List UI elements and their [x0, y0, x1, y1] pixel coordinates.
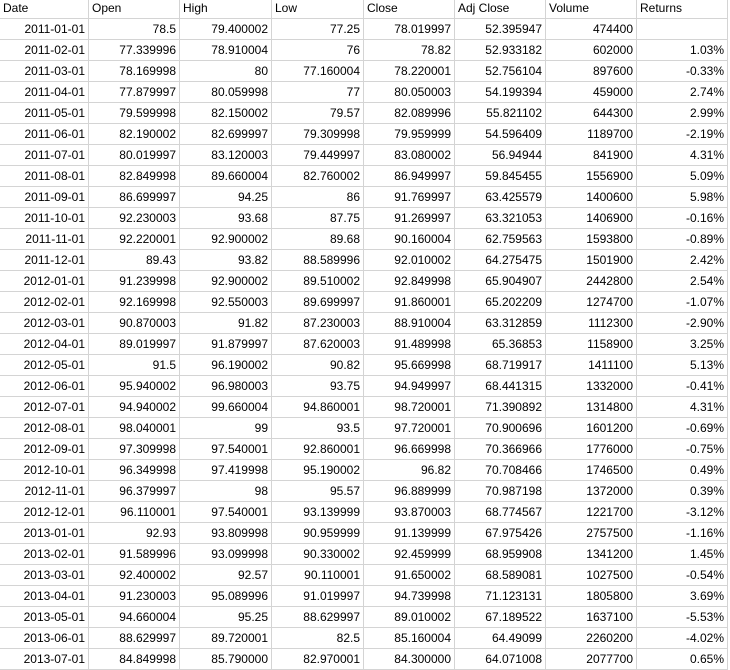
- cell-returns[interactable]: 0.65%: [637, 649, 728, 670]
- cell-volume[interactable]: 1341200: [546, 544, 637, 565]
- cell-open[interactable]: 89.019997: [89, 334, 180, 355]
- column-header-close[interactable]: Close: [364, 0, 455, 19]
- table-row: [0, 292, 730, 313]
- cell-close[interactable]: 96.669998: [364, 439, 455, 460]
- cell-open[interactable]: 82.190002: [89, 124, 180, 145]
- column-header-open[interactable]: Open: [89, 0, 180, 19]
- cell-low[interactable]: 82.760002: [272, 166, 364, 187]
- cell-high[interactable]: 96.980003: [180, 376, 272, 397]
- cell-open[interactable]: 92.93: [89, 523, 180, 544]
- cell-adj-close[interactable]: 70.708466: [455, 460, 546, 481]
- table-row: [0, 271, 730, 292]
- cell-open[interactable]: 94.940002: [89, 397, 180, 418]
- table-row: [0, 439, 730, 460]
- cell-adj-close[interactable]: 64.49099: [455, 628, 546, 649]
- cell-date[interactable]: 2012-06-01: [0, 376, 89, 397]
- cell-volume[interactable]: 841900: [546, 145, 637, 166]
- cell-returns[interactable]: -2.90%: [637, 313, 728, 334]
- cell-low[interactable]: 95.57: [272, 481, 364, 502]
- cell-close[interactable]: 86.949997: [364, 166, 455, 187]
- cell-returns[interactable]: -1.16%: [637, 523, 728, 544]
- cell-returns[interactable]: -5.53%: [637, 607, 728, 628]
- cell-returns[interactable]: -0.16%: [637, 208, 728, 229]
- cell-volume[interactable]: 459000: [546, 82, 637, 103]
- table-row: [0, 229, 730, 250]
- cell-high[interactable]: 78.910004: [180, 40, 272, 61]
- cell-high[interactable]: 82.150002: [180, 103, 272, 124]
- cell-high[interactable]: 89.720001: [180, 628, 272, 649]
- cell-open[interactable]: 92.400002: [89, 565, 180, 586]
- cell-low[interactable]: 90.82: [272, 355, 364, 376]
- cell-adj-close[interactable]: 63.425579: [455, 187, 546, 208]
- table-row: [0, 145, 730, 166]
- cell-low[interactable]: 90.110001: [272, 565, 364, 586]
- cell-date[interactable]: 2012-04-01: [0, 334, 89, 355]
- cell-adj-close[interactable]: 70.987198: [455, 481, 546, 502]
- table-row: [0, 565, 730, 586]
- cell-date[interactable]: 2012-01-01: [0, 271, 89, 292]
- cell-date[interactable]: 2013-03-01: [0, 565, 89, 586]
- cell-date[interactable]: 2013-04-01: [0, 586, 89, 607]
- cell-open[interactable]: 88.629997: [89, 628, 180, 649]
- cell-volume[interactable]: 1637100: [546, 607, 637, 628]
- cell-open[interactable]: 77.339996: [89, 40, 180, 61]
- cell-low[interactable]: 89.68: [272, 229, 364, 250]
- cell-high[interactable]: 85.790000: [180, 649, 272, 670]
- cell-close[interactable]: 78.019997: [364, 19, 455, 40]
- column-header-high[interactable]: High: [180, 0, 272, 19]
- cell-close[interactable]: 83.080002: [364, 145, 455, 166]
- cell-adj-close[interactable]: 70.366966: [455, 439, 546, 460]
- cell-close[interactable]: 92.010002: [364, 250, 455, 271]
- cell-open[interactable]: 92.169998: [89, 292, 180, 313]
- cell-returns[interactable]: 2.99%: [637, 103, 728, 124]
- cell-returns[interactable]: -0.41%: [637, 376, 728, 397]
- cell-low[interactable]: 82.970001: [272, 649, 364, 670]
- cell-close[interactable]: 96.889999: [364, 481, 455, 502]
- cell-volume[interactable]: 2077700: [546, 649, 637, 670]
- cell-close[interactable]: 82.089996: [364, 103, 455, 124]
- cell-volume[interactable]: 474400: [546, 19, 637, 40]
- cell-close[interactable]: 94.739998: [364, 586, 455, 607]
- cell-returns[interactable]: 4.31%: [637, 397, 728, 418]
- cell-high[interactable]: 93.68: [180, 208, 272, 229]
- cell-low[interactable]: 94.860001: [272, 397, 364, 418]
- cell-returns[interactable]: 4.31%: [637, 145, 728, 166]
- cell-volume[interactable]: 1601200: [546, 418, 637, 439]
- table-row: [0, 649, 730, 670]
- table-row: [0, 19, 730, 40]
- cell-low[interactable]: 79.57: [272, 103, 364, 124]
- cell-open[interactable]: 89.43: [89, 250, 180, 271]
- cell-low[interactable]: 93.139999: [272, 502, 364, 523]
- cell-low[interactable]: 89.510002: [272, 271, 364, 292]
- cell-returns[interactable]: 3.25%: [637, 334, 728, 355]
- cell-date[interactable]: 2012-03-01: [0, 313, 89, 334]
- cell-close[interactable]: 98.720001: [364, 397, 455, 418]
- cell-close[interactable]: 96.82: [364, 460, 455, 481]
- cell-date[interactable]: 2013-05-01: [0, 607, 89, 628]
- table-row: [0, 40, 730, 61]
- cell-volume[interactable]: 1027500: [546, 565, 637, 586]
- cell-high[interactable]: 95.089996: [180, 586, 272, 607]
- cell-adj-close[interactable]: 68.441315: [455, 376, 546, 397]
- cell-date[interactable]: 2012-12-01: [0, 502, 89, 523]
- cell-date[interactable]: 2011-03-01: [0, 61, 89, 82]
- cell-close[interactable]: 91.860001: [364, 292, 455, 313]
- cell-open[interactable]: 91.239998: [89, 271, 180, 292]
- cell-open[interactable]: 82.849998: [89, 166, 180, 187]
- cell-volume[interactable]: 1400600: [546, 187, 637, 208]
- cell-high[interactable]: 89.660004: [180, 166, 272, 187]
- cell-close[interactable]: 89.010002: [364, 607, 455, 628]
- cell-volume[interactable]: 1332000: [546, 376, 637, 397]
- table-row: [0, 313, 730, 334]
- table-row: [0, 397, 730, 418]
- table-row: [0, 82, 730, 103]
- cell-date[interactable]: 2011-02-01: [0, 40, 89, 61]
- cell-open[interactable]: 96.379997: [89, 481, 180, 502]
- cell-volume[interactable]: 2757500: [546, 523, 637, 544]
- cell-high[interactable]: 80: [180, 61, 272, 82]
- cell-adj-close[interactable]: 63.321053: [455, 208, 546, 229]
- cell-adj-close[interactable]: 68.959908: [455, 544, 546, 565]
- cell-high[interactable]: 95.25: [180, 607, 272, 628]
- cell-returns[interactable]: -0.69%: [637, 418, 728, 439]
- table-row: [0, 208, 730, 229]
- cell-open[interactable]: 97.309998: [89, 439, 180, 460]
- cell-returns[interactable]: 5.13%: [637, 355, 728, 376]
- cell-low[interactable]: 79.309998: [272, 124, 364, 145]
- table-row: [0, 481, 730, 502]
- cell-adj-close[interactable]: 56.94944: [455, 145, 546, 166]
- cell-adj-close[interactable]: 65.904907: [455, 271, 546, 292]
- cell-volume[interactable]: 1158900: [546, 334, 637, 355]
- table-row: [0, 376, 730, 397]
- cell-low[interactable]: 86: [272, 187, 364, 208]
- cell-close[interactable]: 78.220001: [364, 61, 455, 82]
- cell-open[interactable]: 86.699997: [89, 187, 180, 208]
- cell-adj-close[interactable]: 67.189522: [455, 607, 546, 628]
- cell-high[interactable]: 79.400002: [180, 19, 272, 40]
- cell-low[interactable]: 89.699997: [272, 292, 364, 313]
- cell-date[interactable]: 2011-05-01: [0, 103, 89, 124]
- cell-high[interactable]: 92.550003: [180, 292, 272, 313]
- table-row: [0, 418, 730, 439]
- cell-high[interactable]: 97.419998: [180, 460, 272, 481]
- cell-low[interactable]: 87.620003: [272, 334, 364, 355]
- cell-open[interactable]: 91.230003: [89, 586, 180, 607]
- cell-volume[interactable]: 1274700: [546, 292, 637, 313]
- cell-open[interactable]: 96.349998: [89, 460, 180, 481]
- cell-volume[interactable]: 897600: [546, 61, 637, 82]
- cell-volume[interactable]: 1406900: [546, 208, 637, 229]
- cell-close[interactable]: 91.489998: [364, 334, 455, 355]
- cell-close[interactable]: 85.160004: [364, 628, 455, 649]
- cell-volume[interactable]: 1112300: [546, 313, 637, 334]
- table-row: [0, 523, 730, 544]
- cell-close[interactable]: 80.050003: [364, 82, 455, 103]
- cell-adj-close[interactable]: 68.719917: [455, 355, 546, 376]
- cell-low[interactable]: 90.959999: [272, 523, 364, 544]
- cell-volume[interactable]: 1189700: [546, 124, 637, 145]
- cell-volume[interactable]: 1746500: [546, 460, 637, 481]
- cell-adj-close[interactable]: 70.900696: [455, 418, 546, 439]
- cell-date[interactable]: 2012-11-01: [0, 481, 89, 502]
- cell-returns[interactable]: -0.89%: [637, 229, 728, 250]
- cell-high[interactable]: 98: [180, 481, 272, 502]
- cell-high[interactable]: 91.879997: [180, 334, 272, 355]
- cell-open[interactable]: 95.940002: [89, 376, 180, 397]
- cell-open[interactable]: 92.230003: [89, 208, 180, 229]
- cell-date[interactable]: 2013-02-01: [0, 544, 89, 565]
- cell-date[interactable]: 2012-07-01: [0, 397, 89, 418]
- cell-low[interactable]: 93.5: [272, 418, 364, 439]
- cell-volume[interactable]: 1556900: [546, 166, 637, 187]
- cell-close[interactable]: 92.459999: [364, 544, 455, 565]
- cell-date[interactable]: 2011-01-01: [0, 19, 89, 40]
- cell-returns[interactable]: 0.39%: [637, 481, 728, 502]
- table-row: [0, 607, 730, 628]
- cell-close[interactable]: 91.269997: [364, 208, 455, 229]
- table-row: [0, 187, 730, 208]
- cell-low[interactable]: 87.230003: [272, 313, 364, 334]
- cell-adj-close[interactable]: 62.759563: [455, 229, 546, 250]
- cell-low[interactable]: 77.25: [272, 19, 364, 40]
- cell-returns[interactable]: 3.69%: [637, 586, 728, 607]
- cell-returns[interactable]: -2.19%: [637, 124, 728, 145]
- cell-adj-close[interactable]: 54.199394: [455, 82, 546, 103]
- cell-close[interactable]: 92.849998: [364, 271, 455, 292]
- cell-high[interactable]: 93.809998: [180, 523, 272, 544]
- cell-returns[interactable]: 2.54%: [637, 271, 728, 292]
- cell-close[interactable]: 91.650002: [364, 565, 455, 586]
- cell-open[interactable]: 84.849998: [89, 649, 180, 670]
- cell-low[interactable]: 88.629997: [272, 607, 364, 628]
- cell-returns[interactable]: 1.03%: [637, 40, 728, 61]
- cell-volume[interactable]: 1776000: [546, 439, 637, 460]
- cell-date[interactable]: 2011-09-01: [0, 187, 89, 208]
- cell-high[interactable]: 92.57: [180, 565, 272, 586]
- cell-adj-close[interactable]: 59.845455: [455, 166, 546, 187]
- cell-high[interactable]: 93.82: [180, 250, 272, 271]
- cell-low[interactable]: 77.160004: [272, 61, 364, 82]
- cell-date[interactable]: 2011-10-01: [0, 208, 89, 229]
- cell-adj-close[interactable]: 67.975426: [455, 523, 546, 544]
- cell-adj-close[interactable]: 54.596409: [455, 124, 546, 145]
- cell-date[interactable]: 2012-02-01: [0, 292, 89, 313]
- cell-adj-close[interactable]: 68.774567: [455, 502, 546, 523]
- cell-high[interactable]: 83.120003: [180, 145, 272, 166]
- cell-high[interactable]: 99.660004: [180, 397, 272, 418]
- cell-date[interactable]: 2013-07-01: [0, 649, 89, 670]
- cell-adj-close[interactable]: 55.821102: [455, 103, 546, 124]
- cell-close[interactable]: 88.910004: [364, 313, 455, 334]
- cell-adj-close[interactable]: 65.36853: [455, 334, 546, 355]
- cell-volume[interactable]: 1805800: [546, 586, 637, 607]
- cell-low[interactable]: 93.75: [272, 376, 364, 397]
- cell-returns[interactable]: 5.98%: [637, 187, 728, 208]
- cell-volume[interactable]: 2442800: [546, 271, 637, 292]
- cell-returns[interactable]: 2.42%: [637, 250, 728, 271]
- cell-high[interactable]: 94.25: [180, 187, 272, 208]
- cell-date[interactable]: 2013-06-01: [0, 628, 89, 649]
- cell-date[interactable]: 2012-09-01: [0, 439, 89, 460]
- column-header-volume[interactable]: Volume: [546, 0, 637, 19]
- cell-returns[interactable]: -4.02%: [637, 628, 728, 649]
- cell-date[interactable]: 2011-08-01: [0, 166, 89, 187]
- cell-low[interactable]: 77: [272, 82, 364, 103]
- cell-close[interactable]: 84.300000: [364, 649, 455, 670]
- cell-low[interactable]: 90.330002: [272, 544, 364, 565]
- cell-adj-close[interactable]: 52.756104: [455, 61, 546, 82]
- cell-date[interactable]: 2011-04-01: [0, 82, 89, 103]
- cell-high[interactable]: 80.059998: [180, 82, 272, 103]
- cell-date[interactable]: 2011-12-01: [0, 250, 89, 271]
- cell-open[interactable]: 78.5: [89, 19, 180, 40]
- cell-returns[interactable]: -0.33%: [637, 61, 728, 82]
- cell-open[interactable]: 96.110001: [89, 502, 180, 523]
- cell-adj-close[interactable]: 64.071008: [455, 649, 546, 670]
- cell-date[interactable]: 2011-11-01: [0, 229, 89, 250]
- cell-high[interactable]: 82.699997: [180, 124, 272, 145]
- cell-volume[interactable]: 602000: [546, 40, 637, 61]
- cell-open[interactable]: 78.169998: [89, 61, 180, 82]
- table-row: [0, 103, 730, 124]
- cell-volume[interactable]: 1221700: [546, 502, 637, 523]
- cell-date[interactable]: 2013-01-01: [0, 523, 89, 544]
- cell-open[interactable]: 90.870003: [89, 313, 180, 334]
- cell-low[interactable]: 82.5: [272, 628, 364, 649]
- cell-returns[interactable]: [637, 19, 728, 40]
- cell-close[interactable]: 91.139999: [364, 523, 455, 544]
- cell-date[interactable]: 2012-10-01: [0, 460, 89, 481]
- column-header-low[interactable]: Low: [272, 0, 364, 19]
- cell-low[interactable]: 88.589996: [272, 250, 364, 271]
- cell-returns[interactable]: 5.09%: [637, 166, 728, 187]
- cell-low[interactable]: 92.860001: [272, 439, 364, 460]
- cell-returns[interactable]: -0.75%: [637, 439, 728, 460]
- cell-volume[interactable]: 1411100: [546, 355, 637, 376]
- cell-close[interactable]: 93.870003: [364, 502, 455, 523]
- cell-close[interactable]: 97.720001: [364, 418, 455, 439]
- cell-adj-close[interactable]: 64.275475: [455, 250, 546, 271]
- table-row: [0, 460, 730, 481]
- cell-open[interactable]: 98.040001: [89, 418, 180, 439]
- cell-low[interactable]: 91.019997: [272, 586, 364, 607]
- cell-volume[interactable]: 1593800: [546, 229, 637, 250]
- cell-close[interactable]: 78.82: [364, 40, 455, 61]
- cell-returns[interactable]: 1.45%: [637, 544, 728, 565]
- cell-adj-close[interactable]: 71.123131: [455, 586, 546, 607]
- cell-close[interactable]: 91.769997: [364, 187, 455, 208]
- table-row: [0, 250, 730, 271]
- cell-high[interactable]: 97.540001: [180, 502, 272, 523]
- cell-date[interactable]: 2011-07-01: [0, 145, 89, 166]
- cell-close[interactable]: 94.949997: [364, 376, 455, 397]
- cell-date[interactable]: 2011-06-01: [0, 124, 89, 145]
- cell-adj-close[interactable]: 52.395947: [455, 19, 546, 40]
- cell-open[interactable]: 79.599998: [89, 103, 180, 124]
- table-row: [0, 166, 730, 187]
- table-row: [0, 334, 730, 355]
- cell-adj-close[interactable]: 52.933182: [455, 40, 546, 61]
- cell-adj-close[interactable]: 65.202209: [455, 292, 546, 313]
- cell-close[interactable]: 79.959999: [364, 124, 455, 145]
- cell-returns[interactable]: -3.12%: [637, 502, 728, 523]
- cell-high[interactable]: 96.190002: [180, 355, 272, 376]
- table-row: [0, 586, 730, 607]
- cell-high[interactable]: 93.099998: [180, 544, 272, 565]
- cell-open[interactable]: 91.589996: [89, 544, 180, 565]
- cell-low[interactable]: 87.75: [272, 208, 364, 229]
- cell-high[interactable]: 92.900002: [180, 229, 272, 250]
- cell-close[interactable]: 95.669998: [364, 355, 455, 376]
- column-header-returns[interactable]: Returns: [637, 0, 728, 19]
- cell-open[interactable]: 92.220001: [89, 229, 180, 250]
- cell-adj-close[interactable]: 71.390892: [455, 397, 546, 418]
- cell-open[interactable]: 91.5: [89, 355, 180, 376]
- cell-volume[interactable]: 1372000: [546, 481, 637, 502]
- cell-date[interactable]: 2012-08-01: [0, 418, 89, 439]
- table-row: [0, 502, 730, 523]
- cell-open[interactable]: 77.879997: [89, 82, 180, 103]
- cell-returns[interactable]: 2.74%: [637, 82, 728, 103]
- table-row: [0, 61, 730, 82]
- cell-volume[interactable]: 644300: [546, 103, 637, 124]
- cell-high[interactable]: 99: [180, 418, 272, 439]
- column-header-adj-close[interactable]: Adj Close: [455, 0, 546, 19]
- table-row: [0, 355, 730, 376]
- cell-returns[interactable]: -0.54%: [637, 565, 728, 586]
- cell-volume[interactable]: 1501900: [546, 250, 637, 271]
- table-row: [0, 544, 730, 565]
- cell-low[interactable]: 79.449997: [272, 145, 364, 166]
- cell-returns[interactable]: -1.07%: [637, 292, 728, 313]
- cell-high[interactable]: 92.900002: [180, 271, 272, 292]
- table-row: [0, 628, 730, 649]
- cell-returns[interactable]: 0.49%: [637, 460, 728, 481]
- cell-high[interactable]: 97.540001: [180, 439, 272, 460]
- cell-open[interactable]: 80.019997: [89, 145, 180, 166]
- cell-close[interactable]: 90.160004: [364, 229, 455, 250]
- table-row: [0, 124, 730, 145]
- cell-volume[interactable]: 1314800: [546, 397, 637, 418]
- header-row: [0, 0, 730, 19]
- cell-low[interactable]: 95.190002: [272, 460, 364, 481]
- cell-adj-close[interactable]: 63.312859: [455, 313, 546, 334]
- cell-adj-close[interactable]: 68.589081: [455, 565, 546, 586]
- cell-open[interactable]: 94.660004: [89, 607, 180, 628]
- cell-low[interactable]: 76: [272, 40, 364, 61]
- cell-volume[interactable]: 2260200: [546, 628, 637, 649]
- cell-high[interactable]: 91.82: [180, 313, 272, 334]
- column-header-date[interactable]: Date: [0, 0, 89, 19]
- cell-date[interactable]: 2012-05-01: [0, 355, 89, 376]
